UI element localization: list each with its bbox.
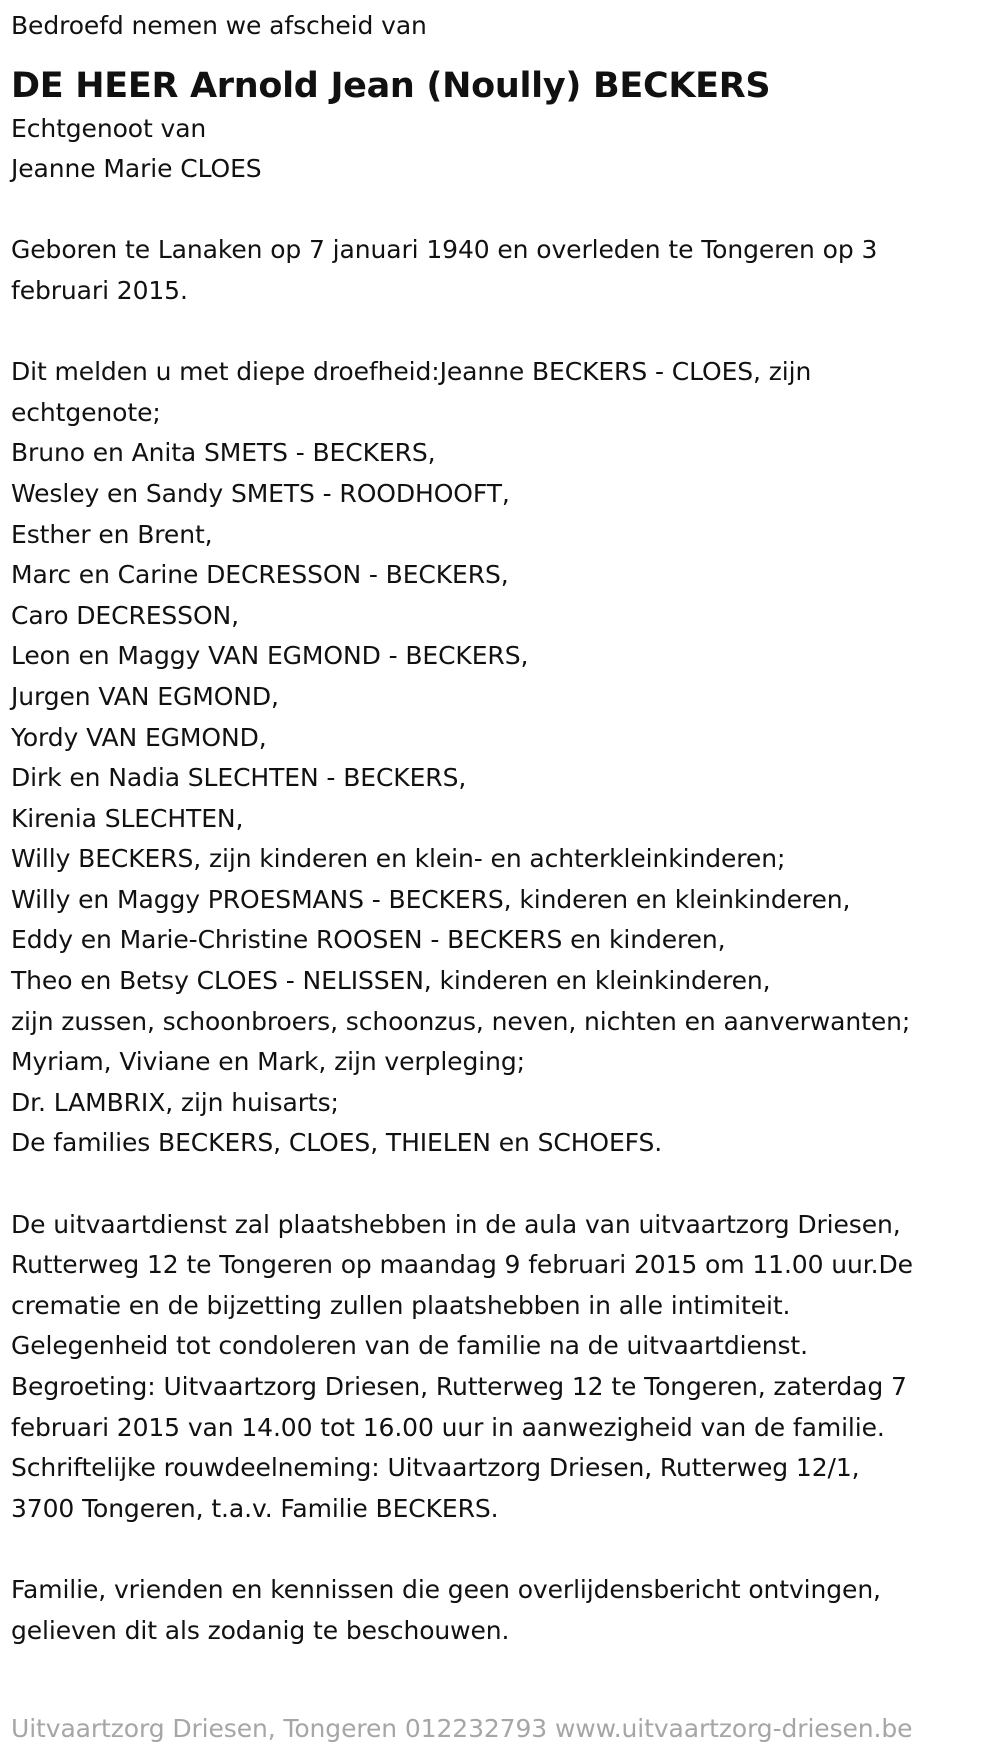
paragraph-line: Rutterweg 12 te Tongeren op maandag 9 februari 2015 om 11.00 uur.De bbox=[11, 1250, 913, 1280]
mourner-line: Myriam, Viviane en Mark, zijn verpleging; bbox=[11, 1047, 525, 1077]
mourner-line: Bruno en Anita SMETS - BECKERS, bbox=[11, 438, 436, 468]
mourner-line: Jurgen VAN EGMOND, bbox=[11, 681, 279, 711]
spacer bbox=[11, 312, 996, 353]
paragraph-line: februari 2015 van 14.00 tot 16.00 uur in aanwezigheid van de familie. bbox=[11, 1412, 885, 1442]
mourner-line: Caro DECRESSON, bbox=[11, 600, 239, 630]
mourner-line: Theo en Betsy CLOES - NELISSEN, kinderen en kleinkinderen, bbox=[11, 966, 771, 996]
paragraph-line: Familie, vrienden en kennissen die geen overlijdensbericht ontvingen, bbox=[11, 1574, 881, 1604]
mourner-line: Esther en Brent, bbox=[11, 519, 213, 549]
spacer bbox=[11, 1164, 996, 1205]
paragraph-line: Schriftelijke rouwdeelneming: Uitvaartzorg Driesen, Rutterweg 12/1, bbox=[11, 1453, 860, 1483]
mourner-line: Yordy VAN EGMOND, bbox=[11, 722, 267, 752]
mourner-line: Dit melden u met diepe droefheid:Jeanne BECKERS - CLOES, zijn bbox=[11, 357, 812, 387]
mourner-line: zijn zussen, schoonbroers, schoonzus, neven, nichten en aanverwanten; bbox=[11, 1006, 911, 1036]
service-paragraph bbox=[11, 1205, 996, 1530]
paragraph-line: 3700 Tongeren, t.a.v. Familie BECKERS. bbox=[11, 1493, 499, 1523]
spacer bbox=[11, 1529, 996, 1570]
birth-death-paragraph bbox=[11, 230, 996, 311]
mourner-line: Willy en Maggy PROESMANS - BECKERS, kinderen en kleinkinderen, bbox=[11, 884, 851, 914]
mourner-line: Willy BECKERS, zijn kinderen en klein- en achterkleinkinderen; bbox=[11, 844, 786, 874]
obituary-notice bbox=[11, 6, 996, 1651]
paragraph-line: gelieven dit als zodanig te beschouwen. bbox=[11, 1615, 510, 1645]
mourner-line: Wesley en Sandy SMETS - ROODHOOFT, bbox=[11, 478, 510, 508]
mourner-line: De families BECKERS, CLOES, THIELEN en SCHOEFS. bbox=[11, 1128, 663, 1158]
paragraph-line: Gelegenheid tot condoleren van de familie na de uitvaartdienst. bbox=[11, 1331, 808, 1361]
mourner-line: Kirenia SLECHTEN, bbox=[11, 803, 244, 833]
deceased-name: DE HEER Arnold Jean (Noully) BECKERS bbox=[11, 65, 771, 106]
paragraph-line: februari 2015. bbox=[11, 275, 188, 305]
closing-paragraph bbox=[11, 1570, 996, 1651]
funeral-home-footer: Uitvaartzorg Driesen, Tongeren 012232793 www.uitvaartzorg-driesen.be bbox=[11, 1714, 913, 1743]
mourner-line: Eddy en Marie-Christine ROOSEN - BECKERS en kinderen, bbox=[11, 925, 726, 955]
spacer bbox=[11, 190, 996, 231]
mourners-list bbox=[11, 352, 996, 1164]
paragraph-line: Begroeting: Uitvaartzorg Driesen, Rutterweg 12 te Tongeren, zaterdag 7 bbox=[11, 1372, 907, 1401]
mourner-line: Dirk en Nadia SLECHTEN - BECKERS, bbox=[11, 763, 467, 793]
mourner-line: Marc en Carine DECRESSON - BECKERS, bbox=[11, 560, 509, 590]
mourner-line: Dr. LAMBRIX, zijn huisarts; bbox=[11, 1087, 339, 1117]
paragraph-line: De uitvaartdienst zal plaatshebben in de aula van uitvaartzorg Driesen, bbox=[11, 1209, 901, 1239]
spouse-label: Echtgenoot van bbox=[11, 113, 207, 143]
mourner-line: Leon en Maggy VAN EGMOND - BECKERS, bbox=[11, 641, 529, 671]
spouse-name: Jeanne Marie CLOES bbox=[11, 154, 262, 184]
intro-text: Bedroefd nemen we afscheid van bbox=[11, 11, 427, 40]
paragraph-line: Geboren te Lanaken op 7 januari 1940 en overleden te Tongeren op 3 bbox=[11, 235, 878, 265]
mourner-line: echtgenote; bbox=[11, 397, 161, 427]
paragraph-line: crematie en de bijzetting zullen plaatshebben in alle intimiteit. bbox=[11, 1290, 791, 1320]
